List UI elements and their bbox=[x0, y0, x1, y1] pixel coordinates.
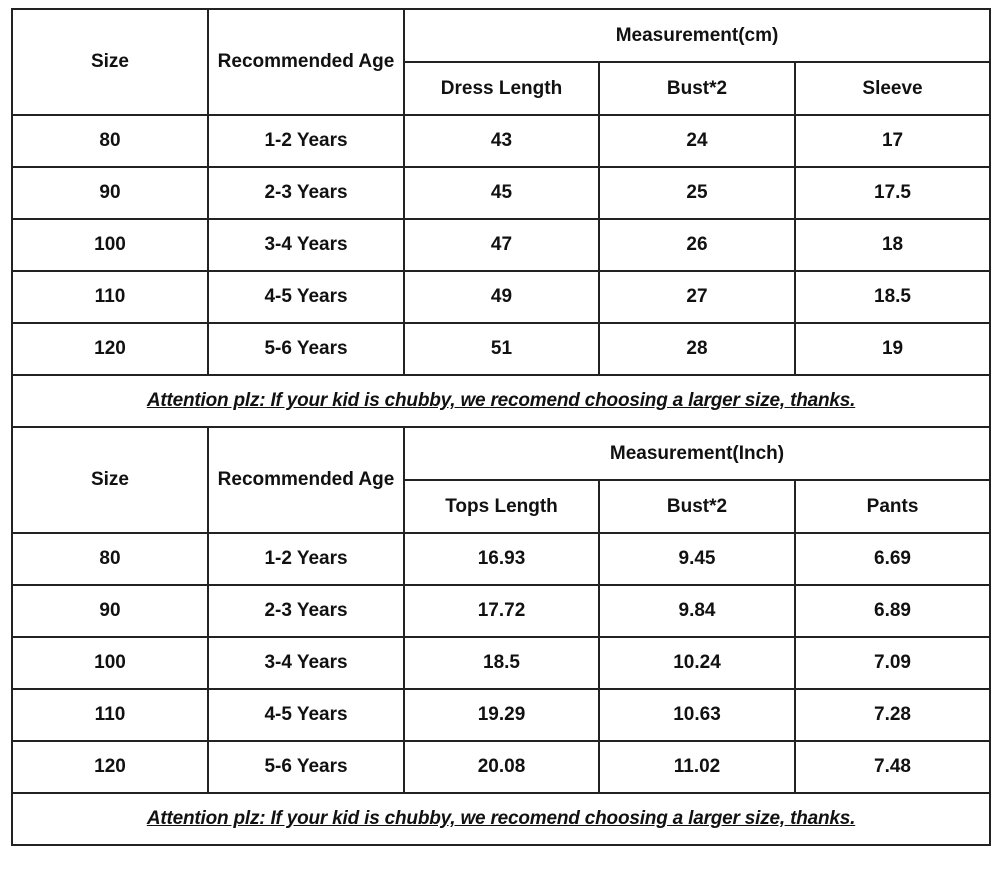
size-cell: 100 bbox=[12, 219, 208, 271]
bust-cell: 26 bbox=[599, 219, 795, 271]
cm-age-header: Recommended Age bbox=[208, 9, 404, 115]
size-cell: 120 bbox=[12, 323, 208, 375]
size-chart bbox=[11, 8, 989, 872]
bust-cell: 9.45 bbox=[599, 533, 795, 585]
size-cell: 120 bbox=[12, 741, 208, 793]
size-cell: 80 bbox=[12, 533, 208, 585]
pants-cell: 7.48 bbox=[795, 741, 990, 793]
inch-subheader-tops-length: Tops Length bbox=[404, 480, 599, 533]
cm-attention-note: Attention plz: If your kid is chubby, we recomend choosing a larger size, thanks. bbox=[12, 375, 990, 427]
sleeve-cell: 18 bbox=[795, 219, 990, 271]
table-row bbox=[12, 167, 990, 219]
inch-note-row bbox=[12, 793, 990, 845]
size-cell: 90 bbox=[12, 167, 208, 219]
sleeve-cell: 18.5 bbox=[795, 271, 990, 323]
cm-subheader-sleeve: Sleeve bbox=[795, 62, 990, 115]
table-row bbox=[12, 637, 990, 689]
size-chart-table bbox=[11, 8, 991, 846]
inch-attention-note: Attention plz: If your kid is chubby, we recomend choosing a larger size, thanks. bbox=[12, 793, 990, 845]
age-cell: 2-3 Years bbox=[208, 167, 404, 219]
bust-cell: 25 bbox=[599, 167, 795, 219]
table-row bbox=[12, 585, 990, 637]
inch-measurement-header: Measurement(Inch) bbox=[404, 427, 990, 480]
cm-subheader-dress-length: Dress Length bbox=[404, 62, 599, 115]
inch-age-header: Recommended Age bbox=[208, 427, 404, 533]
age-cell: 1-2 Years bbox=[208, 533, 404, 585]
pants-cell: 7.28 bbox=[795, 689, 990, 741]
age-cell: 5-6 Years bbox=[208, 323, 404, 375]
age-cell: 4-5 Years bbox=[208, 271, 404, 323]
dress-length-cell: 49 bbox=[404, 271, 599, 323]
table-row bbox=[12, 115, 990, 167]
pants-cell: 6.89 bbox=[795, 585, 990, 637]
table-row bbox=[12, 533, 990, 585]
cm-subheader-bust: Bust*2 bbox=[599, 62, 795, 115]
table-row bbox=[12, 741, 990, 793]
age-cell: 3-4 Years bbox=[208, 219, 404, 271]
bust-cell: 27 bbox=[599, 271, 795, 323]
dress-length-cell: 43 bbox=[404, 115, 599, 167]
bust-cell: 9.84 bbox=[599, 585, 795, 637]
pants-cell: 6.69 bbox=[795, 533, 990, 585]
dress-length-cell: 47 bbox=[404, 219, 599, 271]
sleeve-cell: 17.5 bbox=[795, 167, 990, 219]
tops-length-cell: 16.93 bbox=[404, 533, 599, 585]
tops-length-cell: 17.72 bbox=[404, 585, 599, 637]
table-row bbox=[12, 689, 990, 741]
age-cell: 1-2 Years bbox=[208, 115, 404, 167]
tops-length-cell: 19.29 bbox=[404, 689, 599, 741]
sleeve-cell: 19 bbox=[795, 323, 990, 375]
tops-length-cell: 20.08 bbox=[404, 741, 599, 793]
dress-length-cell: 45 bbox=[404, 167, 599, 219]
cm-size-header: Size bbox=[12, 9, 208, 115]
age-cell: 5-6 Years bbox=[208, 741, 404, 793]
size-cell: 80 bbox=[12, 115, 208, 167]
age-cell: 4-5 Years bbox=[208, 689, 404, 741]
inch-subheader-bust: Bust*2 bbox=[599, 480, 795, 533]
bust-cell: 24 bbox=[599, 115, 795, 167]
age-cell: 3-4 Years bbox=[208, 637, 404, 689]
tops-length-cell: 18.5 bbox=[404, 637, 599, 689]
table-row bbox=[12, 219, 990, 271]
age-cell: 2-3 Years bbox=[208, 585, 404, 637]
size-cell: 100 bbox=[12, 637, 208, 689]
inch-size-header: Size bbox=[12, 427, 208, 533]
bust-cell: 10.63 bbox=[599, 689, 795, 741]
inch-subheader-pants: Pants bbox=[795, 480, 990, 533]
size-cell: 110 bbox=[12, 271, 208, 323]
table-row bbox=[12, 323, 990, 375]
cm-note-row bbox=[12, 375, 990, 427]
inch-header-row bbox=[12, 427, 990, 480]
bust-cell: 10.24 bbox=[599, 637, 795, 689]
size-cell: 110 bbox=[12, 689, 208, 741]
sleeve-cell: 17 bbox=[795, 115, 990, 167]
bust-cell: 11.02 bbox=[599, 741, 795, 793]
cm-measurement-header: Measurement(cm) bbox=[404, 9, 990, 62]
cm-header-row bbox=[12, 9, 990, 62]
dress-length-cell: 51 bbox=[404, 323, 599, 375]
table-row bbox=[12, 271, 990, 323]
size-cell: 90 bbox=[12, 585, 208, 637]
bust-cell: 28 bbox=[599, 323, 795, 375]
pants-cell: 7.09 bbox=[795, 637, 990, 689]
